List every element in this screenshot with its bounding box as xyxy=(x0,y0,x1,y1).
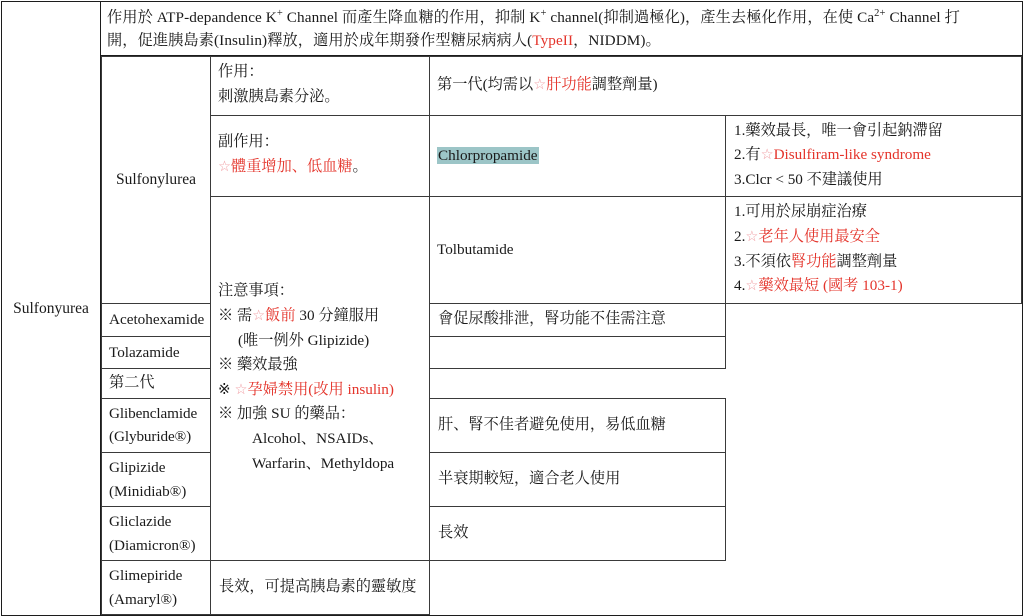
desc-red: 藥效最短 (國考 103-1) xyxy=(758,277,903,295)
desc-line xyxy=(734,143,1015,168)
inner-row-caution xyxy=(102,197,1022,304)
drug-name-tolazamide-wrap xyxy=(102,338,210,368)
star-icon-first-gen: ☆ xyxy=(533,77,547,94)
desc-red: 腎功能 xyxy=(790,252,837,270)
drug-name-acetohexamide: Acetohexamide xyxy=(109,310,205,328)
drug-name-chlorpropamide-wrap xyxy=(430,141,725,171)
caution-3-pre: ※ xyxy=(218,380,235,398)
desc-line xyxy=(734,200,1015,225)
effect-note xyxy=(211,57,429,114)
drug-desc-cell-gliclazide xyxy=(430,507,726,561)
effect-note-cell xyxy=(211,57,430,115)
desc-line xyxy=(734,119,1015,144)
detail-inner-table xyxy=(101,56,1022,615)
desc-line xyxy=(734,250,1015,275)
sulfonylurea-main-table xyxy=(1,1,1023,616)
caution-1-post: 30 分鐘服用 xyxy=(295,306,380,324)
drug-subclass-name: Sulfonylurea xyxy=(115,171,197,189)
sideeffect-note-cell xyxy=(211,115,430,197)
intro-sup-plus-2: + xyxy=(540,8,547,19)
drug-name-glibenclamide-wrap xyxy=(102,399,210,452)
intro-line2-a: 開，促進胰島素(Insulin)釋放，適用於成年期發作型糖尿病病人( xyxy=(107,32,533,50)
drug-name-cell-tolazamide xyxy=(102,336,211,369)
drug-desc-tolbutamide xyxy=(726,197,1021,303)
drug-table-page xyxy=(0,1,1024,608)
drug-class-name-cell xyxy=(2,2,101,616)
drug-name-acetohexamide-wrap xyxy=(102,305,210,335)
detail-cell xyxy=(101,56,1023,616)
star-icon-disulfiram: ☆ xyxy=(760,147,774,164)
drug-name-tolazamide: Tolazamide xyxy=(109,343,180,361)
caution-title: 注意事項： xyxy=(218,282,294,300)
desc-line xyxy=(734,168,1015,193)
drug-name-cell-acetohexamide xyxy=(102,303,211,336)
effect-body: 刺激胰島素分泌。 xyxy=(218,87,340,105)
first-gen-label-post: 調整劑量) xyxy=(591,76,658,94)
first-gen-label-pre: 第一代(均需以 xyxy=(437,76,534,94)
star-icon-before-meal: ☆ xyxy=(252,307,266,324)
first-gen-label-red: 肝功能 xyxy=(546,76,592,94)
drug-desc-glipizide: 半衰期較短，適合老人使用 xyxy=(438,469,621,487)
drug-name-glimepiride: Glimepiride (Amaryl®) xyxy=(109,567,183,608)
drug-name-cell-glimepiride xyxy=(102,561,211,615)
desc-pre: 3.Clcr < 50 不建議使用 xyxy=(734,170,883,188)
sideeffect-title: 副作用： xyxy=(218,133,279,151)
drug-name-cell-glibenclamide xyxy=(102,398,211,452)
drug-name-cell-gliclazide xyxy=(102,507,211,561)
sideeffect-note xyxy=(211,127,429,184)
caution-line-2: ※ 藥效最強 xyxy=(218,356,298,374)
desc-pre: 2. xyxy=(734,228,746,245)
drug-name-cell-glipizide xyxy=(102,453,211,507)
desc-post: 調整劑量 xyxy=(836,252,898,270)
desc-line xyxy=(734,274,1015,299)
effect-title: 作用： xyxy=(218,63,264,81)
caution-line-4-sub2: Warfarin、Methyldopa xyxy=(252,454,395,472)
caution-1-red: 飯前 xyxy=(265,306,296,324)
drug-name-glimepiride-wrap xyxy=(102,561,210,614)
sideeffect-tail: 。 xyxy=(352,157,368,175)
desc-line: 會促尿酸排泄，腎功能不佳需注意 xyxy=(438,309,666,327)
caution-1-pre: ※ 需 xyxy=(218,306,253,324)
drug-desc-chlorpropamide xyxy=(726,116,1021,197)
desc-pre: 4. xyxy=(734,277,746,295)
drug-desc-glibenclamide: 肝、腎不佳者避免使用，易低血糖 xyxy=(438,415,666,433)
drug-desc-tolazamide xyxy=(430,337,725,369)
intro-line1-c: channel(抑制過極化)，產生去極化作用，在使 Ca xyxy=(546,9,875,27)
intro-type2-label: TypeII xyxy=(532,32,574,50)
caution-line-3 xyxy=(218,378,422,403)
intro-cell xyxy=(101,2,1023,56)
intro-line1-a: 作用於 ATP-depandence K xyxy=(107,9,277,27)
sideeffect-red-text: 體重增加、低血糖 xyxy=(231,157,353,175)
star-icon-sideeffect: ☆ xyxy=(218,158,231,175)
intro-line1-d: Channel 打 xyxy=(885,9,960,27)
drug-desc-cell-glipizide xyxy=(430,453,726,507)
first-gen-header xyxy=(430,71,1021,100)
intro-paragraph xyxy=(101,2,1022,55)
star-icon-elderly: ☆ xyxy=(745,229,759,245)
drug-desc-acetohexamide xyxy=(430,304,725,336)
drug-name-tolbutamide-wrap xyxy=(430,235,725,265)
inner-row-sideeffect xyxy=(102,115,1022,197)
desc-red: Disulfiram-like syndrome xyxy=(773,146,931,164)
caution-line-4: ※ 加強 SU 的藥品： xyxy=(218,405,356,423)
drug-desc-gliclazide: 長效 xyxy=(438,523,469,541)
drug-name-chlorpropamide: Chlorpropamide xyxy=(438,147,538,165)
caution-line-4-sub1: Alcohol、NSAIDs、 xyxy=(252,430,384,448)
drug-name-gliclazide-wrap xyxy=(102,507,210,560)
star-icon-pregnancy: ☆ xyxy=(234,381,248,398)
main-row xyxy=(2,2,1023,56)
intro-sup-plus-1: + xyxy=(276,8,283,19)
second-gen-header: 第二代 xyxy=(109,374,155,392)
inner-row-glimepiride xyxy=(102,561,1022,615)
inner-row-effect xyxy=(102,57,1022,115)
intro-line1-b: Channel 而產生降血糖的作用，抑制 K xyxy=(282,9,541,27)
drug-desc-cell-tolbutamide xyxy=(726,197,1022,304)
desc-pre: 1.可用於尿崩症治療 xyxy=(734,203,867,221)
drug-name-glipizide: Glipizide (Minidiab®) xyxy=(109,459,187,500)
intro-line2-b: ，NIDDM)。 xyxy=(573,32,661,50)
star-icon-shortest: ☆ xyxy=(745,278,759,295)
drug-name-glibenclamide: Glibenclamide (Glyburide®) xyxy=(109,404,198,446)
drug-desc-cell-chlorpropamide xyxy=(726,115,1022,197)
drug-name-glipizide-wrap xyxy=(102,453,210,506)
drug-name-cell-chlorpropamide xyxy=(430,115,726,197)
desc-pre: 3.不須依 xyxy=(734,252,791,270)
drug-name-cell-tolbutamide xyxy=(430,197,726,304)
drug-name-tolbutamide: Tolbutamide xyxy=(437,241,514,259)
desc-line xyxy=(734,225,1015,250)
drug-desc-cell-tolazamide xyxy=(430,336,726,369)
detail-row xyxy=(2,56,1023,616)
first-gen-header-cell xyxy=(430,57,1022,115)
caution-line-1-sub: (唯一例外 Glipizide) xyxy=(238,331,370,349)
drug-desc-cell-acetohexamide xyxy=(430,303,726,336)
drug-subclass-name-cell xyxy=(102,57,211,304)
drug-desc-cell-glimepiride xyxy=(211,561,430,615)
sideeffect-body xyxy=(218,155,422,180)
drug-desc-glimepiride: 長效，可提高胰島素的靈敏度 xyxy=(219,578,417,596)
intro-sup-2plus: 2+ xyxy=(874,8,886,19)
drug-name-gliclazide: Gliclazide (Diamicron®) xyxy=(109,513,196,554)
drug-desc-cell-glibenclamide xyxy=(430,398,726,452)
drug-class-name: Sulfonyurea xyxy=(13,299,89,317)
caution-3-red: 孕婦禁用(改用 insulin) xyxy=(247,380,394,398)
desc-pre: 1.藥效最長，唯一會引起鈉滯留 xyxy=(734,121,943,139)
caution-line-1 xyxy=(218,304,422,329)
desc-pre: 2.有 xyxy=(734,146,761,164)
desc-red: 老年人使用最安全 xyxy=(758,228,880,245)
